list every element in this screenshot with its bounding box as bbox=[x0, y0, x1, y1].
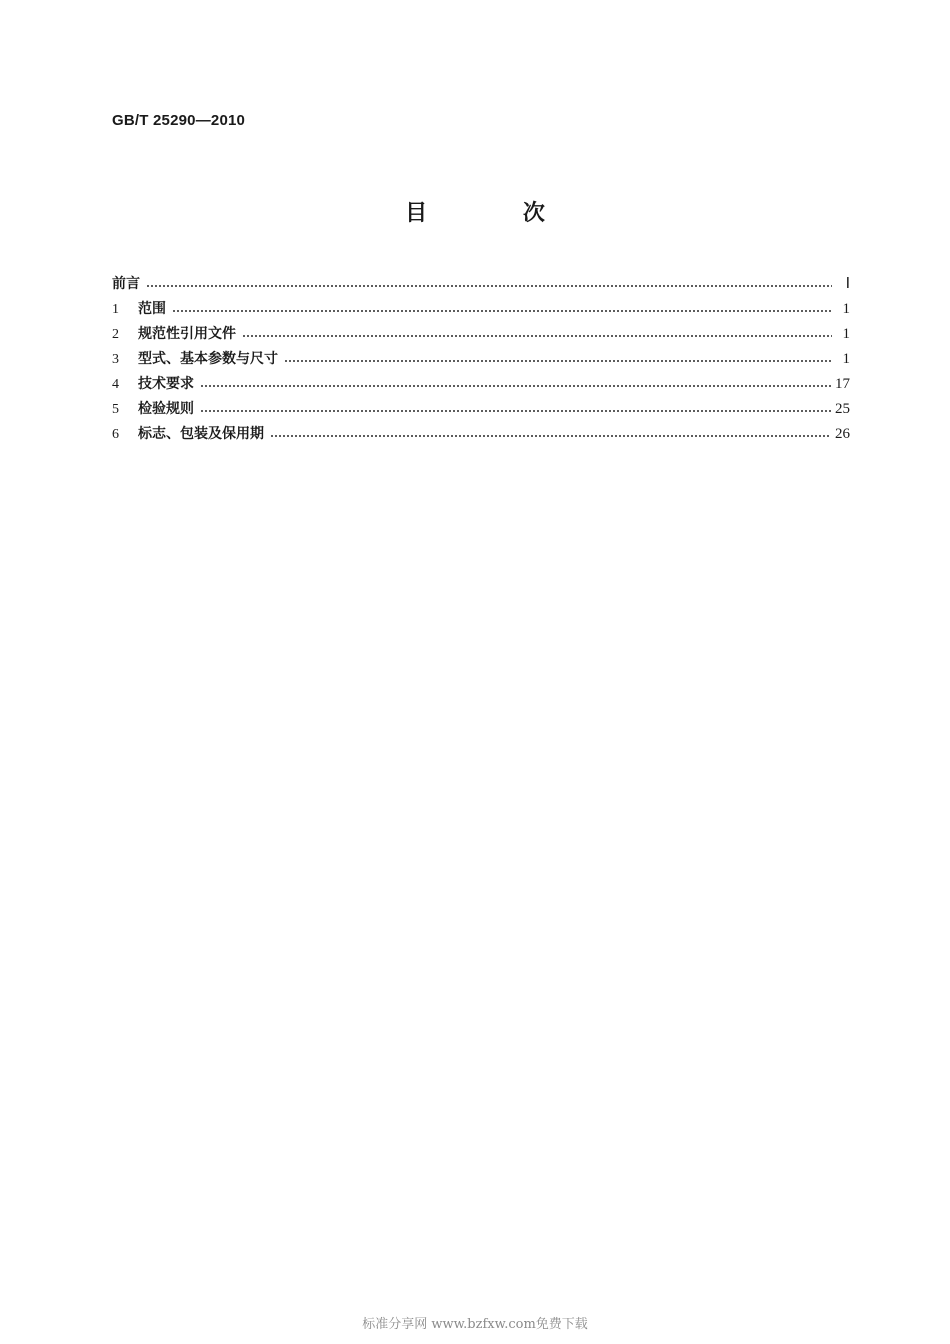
toc-entry-page: 1 bbox=[842, 301, 850, 317]
standard-code: GB/T 25290—2010 bbox=[112, 112, 246, 129]
toc-entry-page: Ⅰ bbox=[845, 276, 850, 292]
toc-dot-leader bbox=[270, 431, 831, 441]
toc-entry-label: 检验规则 bbox=[138, 401, 194, 417]
toc-entry-marking-packaging[interactable] bbox=[112, 422, 850, 447]
toc-dot-leader bbox=[284, 356, 832, 366]
toc-entry-types-parameters[interactable] bbox=[112, 347, 850, 372]
toc-dot-leader bbox=[172, 306, 832, 316]
toc-entry-foreword[interactable] bbox=[112, 272, 850, 297]
toc-entry-number: 2 bbox=[112, 327, 119, 342]
toc-dot-leader bbox=[146, 281, 832, 291]
toc-entry-label: 前言 bbox=[112, 276, 140, 292]
toc-list bbox=[112, 272, 850, 447]
toc-entry-page: 17 bbox=[835, 376, 850, 392]
toc-entry-label: 范围 bbox=[138, 301, 166, 317]
toc-entry-number: 5 bbox=[112, 402, 119, 417]
toc-dot-leader bbox=[200, 381, 831, 391]
toc-entry-page: 25 bbox=[835, 401, 850, 417]
toc-entry-label: 规范性引用文件 bbox=[138, 326, 236, 342]
toc-entry-page: 1 bbox=[842, 326, 850, 342]
toc-title: 目 次 bbox=[405, 201, 589, 226]
toc-entry-label: 标志、包装及保用期 bbox=[138, 426, 264, 442]
toc-dot-leader bbox=[242, 331, 832, 341]
toc-entry-normative-references[interactable] bbox=[112, 322, 850, 347]
toc-entry-page: 26 bbox=[835, 426, 850, 442]
toc-entry-label: 技术要求 bbox=[138, 376, 194, 392]
toc-entry-scope[interactable] bbox=[112, 297, 850, 322]
toc-entry-number: 6 bbox=[112, 427, 119, 442]
toc-entry-label: 型式、基本参数与尺寸 bbox=[138, 351, 278, 367]
toc-dot-leader bbox=[200, 406, 831, 416]
toc-entry-number: 4 bbox=[112, 377, 119, 392]
toc-entry-number: 1 bbox=[112, 302, 119, 317]
toc-entry-number: 3 bbox=[112, 352, 119, 367]
toc-entry-technical-requirements[interactable] bbox=[112, 372, 850, 397]
toc-entry-inspection-rules[interactable] bbox=[112, 397, 850, 422]
footer-watermark: 标准分享网 www.bzfxw.com免费下载 bbox=[362, 1317, 588, 1332]
toc-entry-page: 1 bbox=[842, 351, 850, 367]
